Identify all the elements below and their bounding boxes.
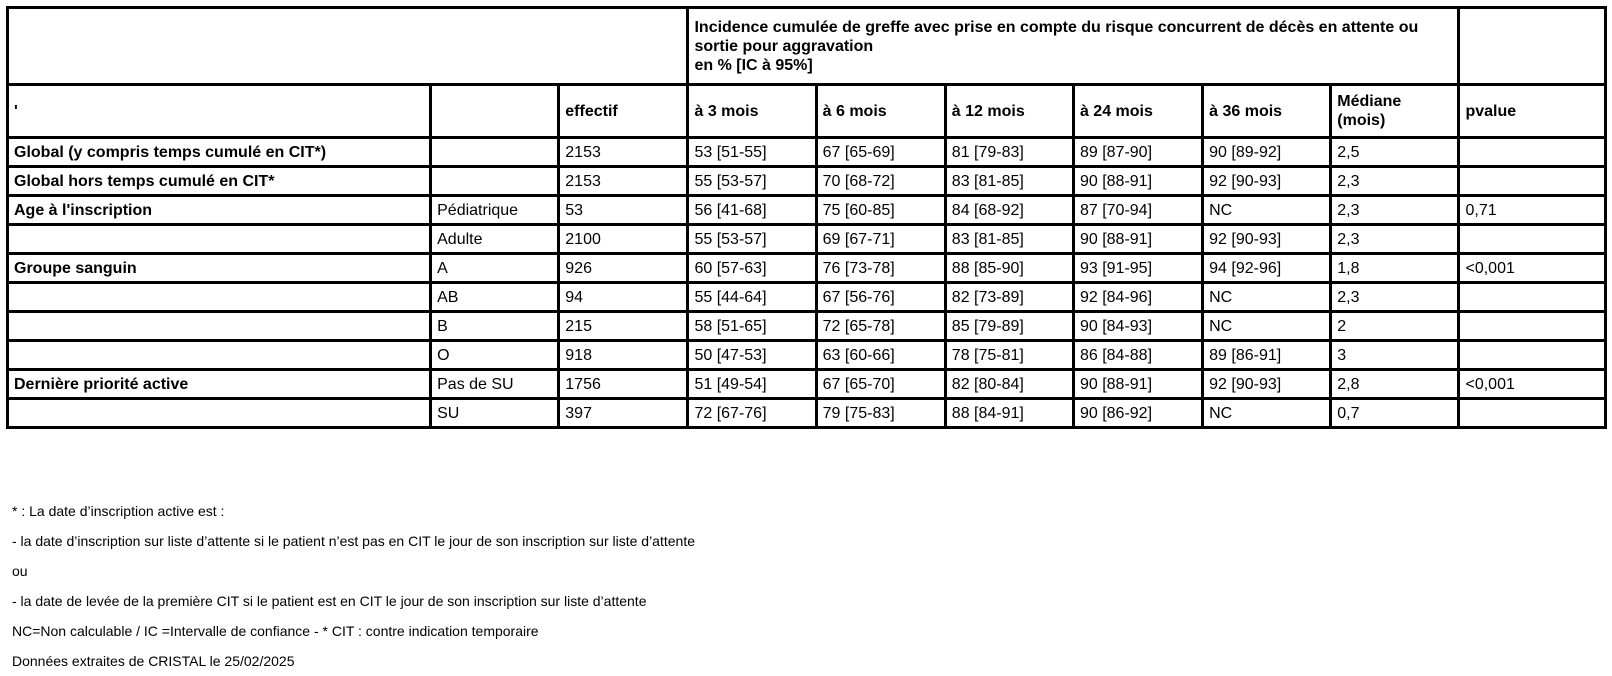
cell-3-months: 50 [47-53] (688, 341, 816, 370)
column-header: pvalue (1459, 85, 1606, 138)
table-row (8, 138, 1606, 167)
row-sublabel (431, 167, 559, 196)
footnotes (12, 496, 695, 676)
footnote-line: Données extraites de CRISTAL le 25/02/2025 (12, 653, 295, 669)
cell-12-months: 82 [80-84] (945, 370, 1073, 399)
cell-median: 2,3 (1331, 225, 1459, 254)
cell-36-months: 92 [90-93] (1203, 167, 1331, 196)
cell-24-months: 89 [87-90] (1073, 138, 1202, 167)
table-title-line1: Incidence cumulée de greffe avec prise en compte du risque concurrent de décès en attente ou sortie pour aggravation (694, 18, 1419, 55)
cell-3-months: 58 [51-65] (688, 312, 816, 341)
cell-12-months: 88 [84-91] (945, 399, 1073, 428)
table-row (8, 254, 1606, 283)
cell-24-months: 90 [88-91] (1073, 370, 1202, 399)
row-sublabel (431, 138, 559, 167)
cell-pvalue (1459, 138, 1606, 167)
header-row (8, 85, 1606, 138)
incidence-table (6, 6, 1607, 429)
cell-6-months: 79 [75-83] (816, 399, 945, 428)
cell-24-months: 86 [84-88] (1073, 341, 1202, 370)
cell-12-months: 83 [81-85] (945, 167, 1073, 196)
cell-12-months: 81 [79-83] (945, 138, 1073, 167)
cell-effectif: 918 (559, 341, 688, 370)
row-label (8, 225, 431, 254)
cell-36-months: NC (1203, 312, 1331, 341)
column-header: effectif (559, 85, 688, 138)
column-header (431, 85, 559, 138)
cell-3-months: 55 [53-57] (688, 167, 816, 196)
cell-3-months: 56 [41-68] (688, 196, 816, 225)
cell-3-months: 55 [44-64] (688, 283, 816, 312)
cell-median: 2,3 (1331, 283, 1459, 312)
cell-36-months: 92 [90-93] (1203, 225, 1331, 254)
title-blank-cell (1459, 8, 1606, 85)
cell-effectif: 215 (559, 312, 688, 341)
row-sublabel: AB (431, 283, 559, 312)
cell-24-months: 93 [91-95] (1073, 254, 1202, 283)
cell-median: 2,5 (1331, 138, 1459, 167)
row-sublabel: O (431, 341, 559, 370)
cell-36-months: NC (1203, 283, 1331, 312)
cell-effectif: 2153 (559, 167, 688, 196)
cell-6-months: 76 [73-78] (816, 254, 945, 283)
cell-median: 2 (1331, 312, 1459, 341)
column-header: à 36 mois (1203, 85, 1331, 138)
table-row (8, 167, 1606, 196)
cell-effectif: 1756 (559, 370, 688, 399)
footnote-line: - la date de levée de la première CIT si le patient est en CIT le jour de son inscription sur liste d’attente (12, 593, 647, 609)
column-header: à 24 mois (1073, 85, 1202, 138)
row-label (8, 283, 431, 312)
cell-pvalue: <0,001 (1459, 254, 1606, 283)
footnote-line: NC=Non calculable / IC =Intervalle de confiance - * CIT : contre indication temporaire (12, 623, 539, 639)
table-row (8, 283, 1606, 312)
cell-3-months: 72 [67-76] (688, 399, 816, 428)
cell-36-months: 89 [86-91] (1203, 341, 1331, 370)
title-blank-cell (8, 8, 688, 85)
column-header: à 3 mois (688, 85, 816, 138)
cell-36-months: NC (1203, 196, 1331, 225)
cell-24-months: 92 [84-96] (1073, 283, 1202, 312)
cell-pvalue (1459, 167, 1606, 196)
table-row (8, 225, 1606, 254)
table-row (8, 341, 1606, 370)
cell-6-months: 75 [60-85] (816, 196, 945, 225)
column-header: Médiane (mois) (1331, 85, 1459, 138)
row-label (8, 399, 431, 428)
table-row (8, 196, 1606, 225)
cell-effectif: 2100 (559, 225, 688, 254)
cell-24-months: 90 [88-91] (1073, 167, 1202, 196)
column-header: ' (8, 85, 431, 138)
cell-3-months: 55 [53-57] (688, 225, 816, 254)
row-sublabel: A (431, 254, 559, 283)
cell-36-months: NC (1203, 399, 1331, 428)
cell-pvalue (1459, 341, 1606, 370)
cell-pvalue (1459, 225, 1606, 254)
cell-24-months: 90 [86-92] (1073, 399, 1202, 428)
cell-3-months: 51 [49-54] (688, 370, 816, 399)
title-row (8, 8, 1606, 85)
cell-24-months: 90 [84-93] (1073, 312, 1202, 341)
cell-12-months: 85 [79-89] (945, 312, 1073, 341)
cell-pvalue (1459, 312, 1606, 341)
cell-12-months: 82 [73-89] (945, 283, 1073, 312)
cell-6-months: 70 [68-72] (816, 167, 945, 196)
cell-median: 0,7 (1331, 399, 1459, 428)
cell-median: 3 (1331, 341, 1459, 370)
table-title-line2: en % [IC à 95%] (694, 56, 813, 74)
cell-6-months: 67 [65-69] (816, 138, 945, 167)
cell-effectif: 397 (559, 399, 688, 428)
cell-median: 2,3 (1331, 167, 1459, 196)
cell-effectif: 94 (559, 283, 688, 312)
table-row (8, 370, 1606, 399)
cell-12-months: 88 [85-90] (945, 254, 1073, 283)
row-label (8, 312, 431, 341)
row-sublabel: Pédiatrique (431, 196, 559, 225)
row-label: Groupe sanguin (8, 254, 431, 283)
cell-12-months: 78 [75-81] (945, 341, 1073, 370)
table-row (8, 312, 1606, 341)
cell-median: 2,3 (1331, 196, 1459, 225)
row-sublabel: B (431, 312, 559, 341)
table-title (688, 8, 1459, 85)
cell-effectif: 926 (559, 254, 688, 283)
cell-36-months: 92 [90-93] (1203, 370, 1331, 399)
footnote-line: ou (12, 563, 28, 579)
row-label: Dernière priorité active (8, 370, 431, 399)
cell-pvalue (1459, 399, 1606, 428)
cell-12-months: 84 [68-92] (945, 196, 1073, 225)
table-row (8, 399, 1606, 428)
cell-pvalue (1459, 283, 1606, 312)
cell-6-months: 67 [65-70] (816, 370, 945, 399)
row-sublabel: SU (431, 399, 559, 428)
footnote-line: * : La date d’inscription active est : (12, 503, 225, 519)
cell-36-months: 90 [89-92] (1203, 138, 1331, 167)
cell-24-months: 90 [88-91] (1073, 225, 1202, 254)
cell-24-months: 87 [70-94] (1073, 196, 1202, 225)
cell-median: 2,8 (1331, 370, 1459, 399)
column-header: à 12 mois (945, 85, 1073, 138)
footnote-line: - la date d’inscription sur liste d’attente si le patient n’est pas en CIT le jour de son inscription sur liste d’attente (12, 533, 695, 549)
row-sublabel: Adulte (431, 225, 559, 254)
cell-6-months: 72 [65-78] (816, 312, 945, 341)
cell-pvalue: <0,001 (1459, 370, 1606, 399)
cell-pvalue: 0,71 (1459, 196, 1606, 225)
cell-effectif: 53 (559, 196, 688, 225)
cell-6-months: 67 [56-76] (816, 283, 945, 312)
row-label (8, 341, 431, 370)
cell-3-months: 53 [51-55] (688, 138, 816, 167)
row-sublabel: Pas de SU (431, 370, 559, 399)
cell-6-months: 63 [60-66] (816, 341, 945, 370)
cell-median: 1,8 (1331, 254, 1459, 283)
cell-3-months: 60 [57-63] (688, 254, 816, 283)
column-header: à 6 mois (816, 85, 945, 138)
row-label: Age à l'inscription (8, 196, 431, 225)
cell-36-months: 94 [92-96] (1203, 254, 1331, 283)
cell-effectif: 2153 (559, 138, 688, 167)
row-label: Global hors temps cumulé en CIT* (8, 167, 431, 196)
cell-6-months: 69 [67-71] (816, 225, 945, 254)
cell-12-months: 83 [81-85] (945, 225, 1073, 254)
row-label: Global (y compris temps cumulé en CIT*) (8, 138, 431, 167)
